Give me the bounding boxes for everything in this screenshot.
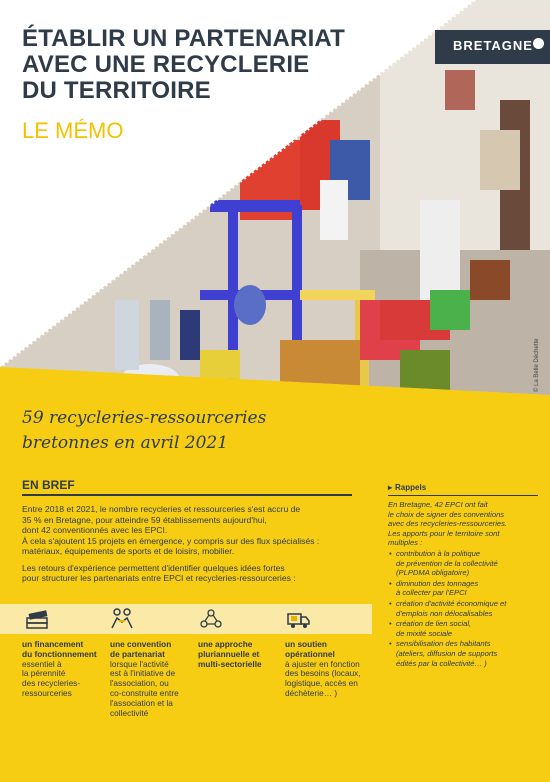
idea-text-line: essentiel à (22, 658, 62, 669)
text-line: édités par la collectivité… ) (396, 658, 487, 668)
text-line: de prévention de la collectivité (396, 558, 498, 568)
text-line: 35 % en Bretagne, pour atteindre 59 établissements aujourd'hui, (22, 514, 267, 525)
en-bref-section (22, 478, 362, 590)
text-line: dont 42 conventionnés avec les EPCI. (22, 525, 168, 535)
idea-bold-line: du fonctionnement (22, 648, 97, 659)
rappels-item (388, 639, 538, 668)
idea-approach (198, 640, 262, 669)
text-line: à collecter par l'EPCI (396, 588, 467, 598)
document-title (22, 26, 402, 104)
idea-bold-line: de partenariat (110, 648, 165, 659)
text-line: Les retours d'expérience permettent d'identifier quelques idées fortes (22, 562, 285, 573)
text-line: • création d'activité économique et (396, 598, 507, 608)
truck-icon (285, 606, 311, 632)
idea-text-line: à ajuster en fonction (285, 658, 360, 669)
headline-stat (22, 406, 322, 456)
text-line: • création de lien social, (396, 619, 472, 629)
photo-credit: © La Belle Déchette (534, 338, 540, 392)
idea-bold-line: opérationnel (285, 648, 335, 659)
en-bref-heading: EN BREF (22, 478, 352, 496)
arrow-right-icon: ▸ (388, 483, 393, 492)
stat-line: 59 recycleries-ressourceries (22, 408, 267, 428)
handshake-icon (109, 606, 135, 632)
idea-text-line: la pérennité (22, 668, 66, 679)
text-line: matériaux, équipements de sports et de loisirs, mobilier. (22, 546, 235, 556)
region-dot-icon (533, 38, 544, 49)
idea-text-line: l'association, ou (110, 678, 169, 689)
title-line: AVEC UNE RECYCLERIE (22, 51, 310, 78)
money-stack-icon (24, 606, 50, 632)
text-line: Les apports pour le territoire sont (388, 528, 500, 538)
idea-support (285, 640, 361, 699)
stat-line: bretonnes en avril 2021 (22, 433, 229, 453)
idea-text-line: déchèterie… ) (285, 687, 338, 698)
title-line: DU TERRITOIRE (22, 77, 211, 104)
rappels-item (388, 599, 538, 618)
rappels-item (388, 549, 538, 578)
idea-text-line: l'association et la (110, 697, 173, 708)
text-line: (PLPDMA obligatoire) (396, 568, 470, 578)
idea-text-line: des besoins (locaux, (285, 668, 361, 679)
idea-bold-line: un soutien (285, 639, 327, 649)
text-line: À cela s'ajoutent 15 projets en émergence, y compris sur des flux spécialisés : (22, 535, 320, 546)
text-line: • sensibilisation des habitants (396, 639, 491, 649)
rappels-heading-label: Rappels (395, 483, 427, 492)
idea-text-line: est à l'initiative de (110, 668, 176, 679)
subtitle: LE MÉMO (22, 118, 124, 143)
text-line: • contribution à la politique (396, 548, 481, 558)
rappels-item (388, 579, 538, 598)
idea-text-line: lorsque l'activité (110, 658, 169, 669)
rappels-box (388, 482, 538, 668)
idea-text-line: des recycleries- (22, 678, 81, 689)
idea-text-line: collectivité (110, 707, 149, 718)
network-icon (198, 606, 224, 632)
bretagne-logo (435, 30, 550, 64)
title-line: ÉTABLIR UN PARTENARIAT (22, 25, 346, 52)
idea-convention (110, 640, 179, 718)
idea-bold-line: une approche (198, 639, 253, 649)
text-line: multiples : (388, 538, 423, 548)
icon-strip (0, 604, 372, 634)
rappels-intro (388, 500, 538, 548)
idea-bold-line: une convention (110, 639, 172, 649)
brand-label: BRETAGNE (453, 38, 533, 53)
text-line: Entre 2018 et 2021, le nombre recycleries et ressourceries s'est accru de (22, 504, 301, 514)
text-line: (ateliers, diffusion de supports (396, 648, 498, 658)
en-bref-paragraph-1 (22, 504, 362, 557)
idea-funding (22, 640, 97, 699)
idea-bold-line: un financement (22, 639, 84, 649)
text-line: d'emplois non délocalisables (396, 608, 493, 618)
rappels-item (388, 619, 538, 638)
rappels-heading (388, 482, 538, 496)
text-line: avec des recycleries-ressourceries. (388, 519, 508, 529)
text-line: • diminution des tonnages (396, 578, 479, 588)
text-line: le choix de signer des conventions (388, 509, 505, 519)
en-bref-paragraph-2 (22, 563, 362, 584)
idea-bold-line: pluriannuelle et (198, 648, 260, 659)
text-line: En Bretagne, 42 EPCI ont fait (388, 500, 488, 509)
idea-bold-line: multi-sectorielle (198, 658, 262, 669)
idea-text-line: co-construite entre (110, 687, 179, 698)
text-line: pour structurer les partenariats entre EPCI et recycleries-ressourceries : (22, 573, 296, 583)
idea-text-line: logistique, accès en (285, 678, 358, 689)
idea-text-line: ressourceries (22, 687, 72, 698)
text-line: de mixité sociale (396, 628, 453, 638)
